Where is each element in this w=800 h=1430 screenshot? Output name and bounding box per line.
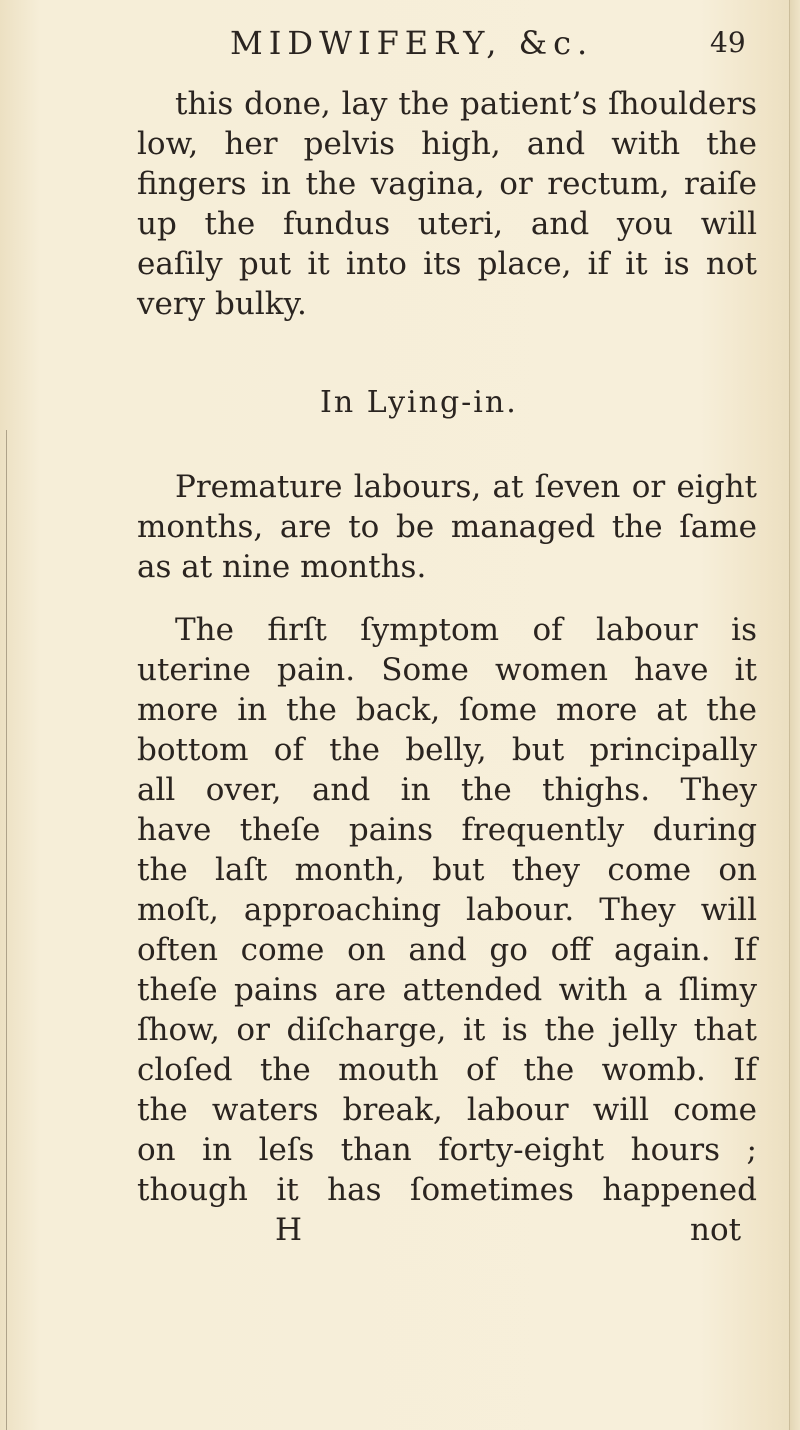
gutter-shadow-line bbox=[6, 430, 7, 1430]
text-line: more in the back, ſome more at the bbox=[137, 692, 757, 728]
text-line: all over, and in the thighs. They bbox=[137, 772, 757, 808]
text-line: often come on and go off again. If bbox=[137, 932, 757, 968]
text-line: the waters break, labour will come bbox=[137, 1092, 757, 1128]
running-header bbox=[0, 18, 800, 68]
text-line: theſe pains are attended with a ſlimy bbox=[137, 972, 757, 1008]
text-line: as at nine months. bbox=[137, 549, 427, 585]
text-line: months, are to be managed the ſame bbox=[137, 509, 757, 545]
page-number: 49 bbox=[710, 26, 746, 59]
text-line: low, her pelvis high, and with the bbox=[137, 126, 757, 162]
footer bbox=[0, 1212, 800, 1248]
running-title: MIDWIFERY, &c. bbox=[230, 24, 594, 62]
section-heading: In Lying-in. bbox=[320, 385, 518, 420]
text-line: Premature labours, at ſeven or eight bbox=[175, 469, 757, 505]
text-line: moſt, approaching labour. They will bbox=[137, 892, 757, 928]
text-line: this done, lay the patient’s ſhoulders bbox=[175, 86, 757, 122]
signature-mark: H bbox=[275, 1212, 303, 1248]
catchword: not bbox=[690, 1212, 742, 1248]
text-line: though it has ſometimes happened bbox=[137, 1172, 757, 1208]
text-line: have theſe pains frequently during bbox=[137, 812, 757, 848]
text-line: uterine pain. Some women have it bbox=[137, 652, 757, 688]
text-line: ſhow, or diſcharge, it is the jelly that bbox=[137, 1012, 757, 1048]
text-line: bottom of the belly, but principally bbox=[137, 732, 757, 768]
text-line: on in leſs than forty-eight hours ; bbox=[137, 1132, 757, 1168]
text-line: up the fundus uteri, and you will bbox=[137, 206, 757, 242]
text-line: cloſed the mouth of the womb. If bbox=[137, 1052, 757, 1088]
text-line: fingers in the vagina, or rectum, raiſe bbox=[137, 166, 757, 202]
text-line: very bulky. bbox=[137, 286, 307, 322]
text-line: The firſt ſymptom of labour is bbox=[175, 612, 757, 648]
text-line: the laſt month, but they come on bbox=[137, 852, 757, 888]
text-line: eaſily put it into its place, if it is not bbox=[137, 246, 757, 282]
